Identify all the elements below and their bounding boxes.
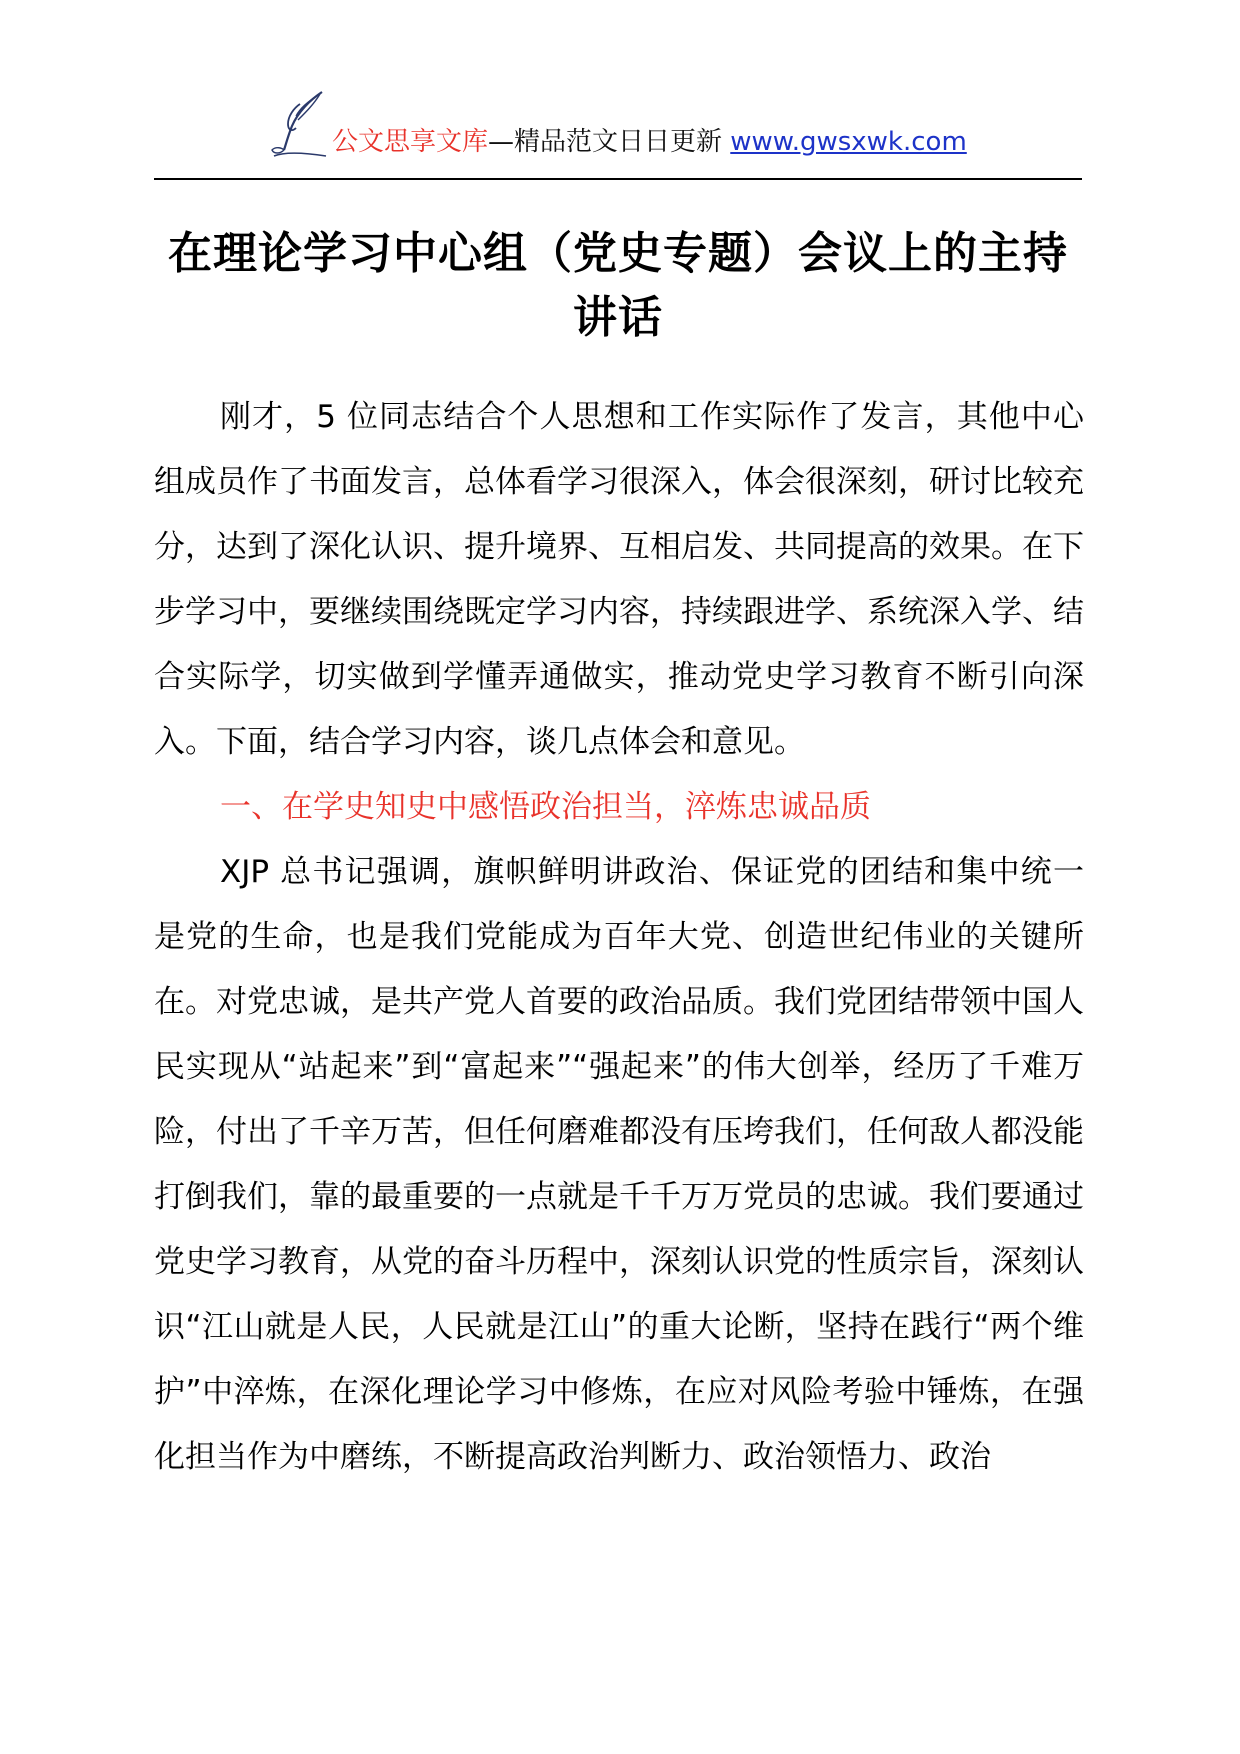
site-url-link[interactable]: www.gwsxwk.com [730, 127, 967, 157]
header-divider [154, 178, 1082, 180]
paragraph-intro: 刚才，5 位同志结合个人思想和工作实际作了发言，其他中心组成员作了书面发言，总体看学习很深入，体会很深刻，研讨比较充分，达到了深化认识、提升境界、互相启发、共同提高的效果。在下步学习中，要继续围绕既定学习内容，持续跟进学、系统深入学、结合实际学，切实做到学懂弄通做实，推动党史学习教育不断引向深入。下面，结合学习内容，谈几点体会和意见。 [154, 399, 1084, 760]
title-line-2: 讲话 [573, 292, 663, 343]
page-header [154, 84, 1082, 180]
site-name: 公文思享文库 [332, 127, 489, 157]
site-tagline: —精品范文日日更新 [488, 127, 731, 157]
section-heading-1: 一、在学史知史中感悟政治担当，淬炼忠诚品质 [220, 789, 871, 825]
document-body [154, 385, 1084, 1490]
document-title [150, 222, 1086, 350]
quill-pen-logo-icon [270, 90, 328, 160]
title-line-1: 在理论学习中心组（党史专题）会议上的主持 [168, 228, 1068, 279]
paragraph-section-1: XJP 总书记强调，旗帜鲜明讲政治、保证党的团结和集中统一是党的生命，也是我们党能成为百年大党、创造世纪伟业的关键所在。对党忠诚，是共产党人首要的政治品质。我们党团结带领中国人民实现从“站起来”到“富起来”“强起来”的伟大创举，经历了千难万险，付出了千辛万苦，但任何磨难都没有压垮我们，任何敌人都没能打倒我们，靠的最重要的一点就是千千万万党员的忠诚。我们要通过党史学习教育，从党的奋斗历程中，深刻认识党的性质宗旨，深刻认识“江山就是人民，人民就是江山”的重大论断，坚持在践行“两个维护”中淬炼，在深化理论学习中修炼，在应对风险考验中锤炼，在强化担当作为中磨练，不断提高政治判断力、政治领悟力、政治 [154, 854, 1084, 1475]
header-banner [332, 124, 967, 160]
